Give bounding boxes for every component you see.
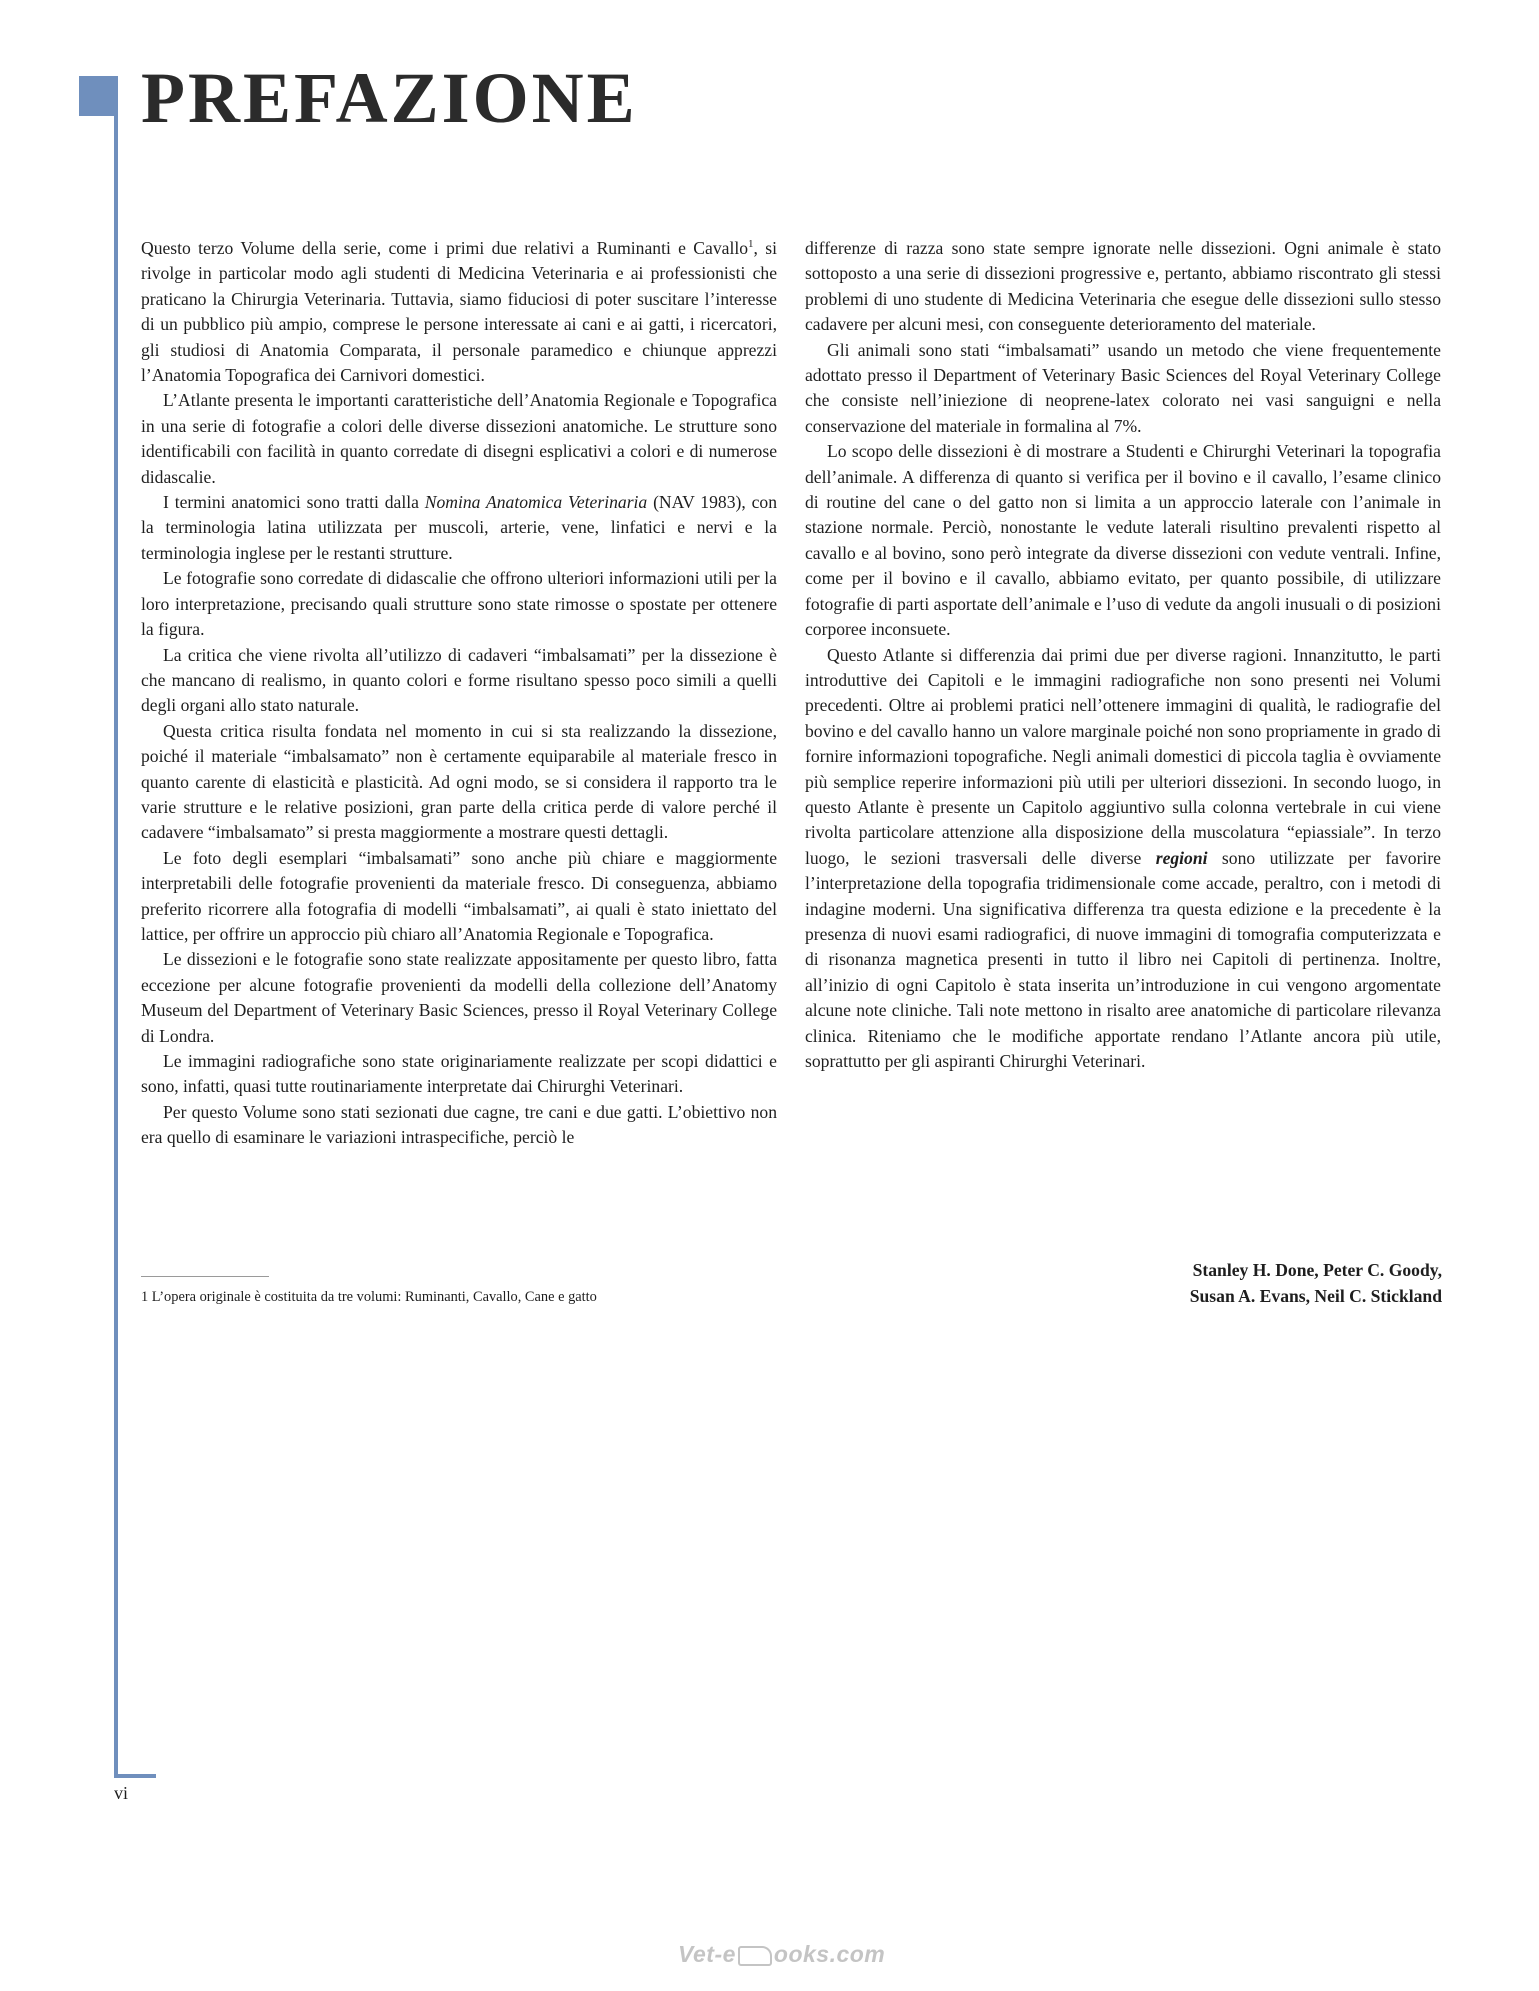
paragraph-14 <box>805 643 1441 1075</box>
footnote-reference: 1 <box>748 238 754 251</box>
nav-title-italic: Nomina Anatomica Veterinaria <box>424 492 648 513</box>
paragraph-4: Le fotografie sono corredate di didascalie che offrono ulteriori informazioni utili per la loro interpretazione, precisando quali strutture sono state rimosse o spostate per ottenere la figura. <box>141 568 777 640</box>
paragraph-3 <box>141 490 777 566</box>
paragraph-6: Questa critica risulta fondata nel momento in cui si sta realizzando la dissezione, poiché il materiale “imbalsamato” non è certamente equiparabile al materiale fresco in quanto carente di elasticità e plasticità. Ad ogni modo, se si considera il rapporto tra le varie strutture e le relative posizioni, gran parte della critica perde di valore perché il cadavere “imbalsamato” si presta maggiormente a mostrare questi dettagli. <box>141 720 777 843</box>
accent-margin-line <box>114 76 118 1778</box>
book-icon <box>738 1946 772 1966</box>
footnote: 1 L’opera originale è costituita da tre volumi: Ruminanti, Cavallo, Cane e gatto <box>141 1289 597 1305</box>
paragraph-1-text-cont: , si rivolge in particolar modo agli studenti di Medicina Veterinaria e ai professionisti che praticano la Chirurgia Veterinaria. Tuttavia, siamo fiduciosi di poter suscitare l’interesse di un pubblico più ampio, comprese le persone interessate ai cani e ai gatti, i ricercatori, gli studiosi di Anatomia Comparata, il personale paramedico e chiunque apprezzi l’Anatomia Topografica dei Carnivori domestici. <box>141 238 777 386</box>
watermark-text-1: Vet-e <box>678 1941 736 1967</box>
accent-foot-line <box>114 1774 156 1778</box>
watermark <box>678 1941 885 1968</box>
paragraph-11: differenze di razza sono state sempre ignorate nelle dissezioni. Ogni animale è stato sottoposto a una serie di dissezioni progressive e, pertanto, abbiamo riscontrato gli stessi problemi di uno studente di Medicina Veterinaria che esegue delle dissezioni sullo stesso cadavere per alcuni mesi, con conseguente deterioramento del materiale. <box>805 238 1441 335</box>
watermark-text-2: ooks <box>773 1941 830 1967</box>
paragraph-14-text: Questo Atlante si differenzia dai primi due per diverse ragioni. Innanzitutto, le parti introduttive dei Capitoli e le immagini radiografiche non sono presenti nei Volumi precedenti. Oltre ai problemi pratici nell’ottenere immagini di qualità, le radiografie del bovino e del cavallo hanno un valore marginale poiché non sono propriamente in grado di fornire informazioni topografiche. Negli animali domestici di piccola taglia è ovviamente più semplice reperire informazioni più utili per ulteriori dissezioni. In secondo luogo, in questo Atlante è presente un Capitolo aggiuntivo sulla colonna vertebrale in cui viene rivolta particolare attenzione alla disposizione della muscolatura “epiassiale”. In terzo luogo, le sezioni trasversali delle diverse <box>805 644 1441 868</box>
paragraph-1-text: Questo terzo Volume della serie, come i primi due relativi a Ruminanti e Cavallo <box>141 238 749 258</box>
right-column <box>805 236 1441 1074</box>
paragraph-9: Le immagini radiografiche sono state originariamente realizzate per scopi didattici e sono, infatti, quasi tutte routinariamente interpretate dai Chirurghi Veterinari. <box>141 1051 777 1097</box>
paragraph-1 <box>141 236 777 388</box>
paragraph-12: Gli animali sono stati “imbalsamati” usando un metodo che viene frequentemente adottato presso il Department of Veterinary Basic Sciences del Royal Veterinary College che consiste nell’iniezione di neoprene-latex colorato nei vasi sanguigni e nella conservazione del materiale in formalina al 7%. <box>805 339 1441 436</box>
paragraph-10: Per questo Volume sono stati sezionati due cagne, tre cani e due gatti. L’obiettivo non era quello di esaminare le variazioni intraspecifiche, perciò le <box>141 1101 777 1148</box>
paragraph-3-text-cont: (NAV 1983), con la terminologia latina utilizzata per muscoli, arterie, vene, linfatici e nervi e la terminologia inglese per le restanti strutture. <box>141 492 777 563</box>
accent-block <box>79 76 117 116</box>
regioni-bold-italic: regioni <box>1155 847 1208 868</box>
paragraph-5: La critica che viene rivolta all’utilizzo di cadaveri “imbalsamati” per la dissezione è che mancano di realismo, in quanto colori e forme risultano spesso poco simili a quelli degli organi allo stato naturale. <box>141 644 777 716</box>
paragraph-13: Lo scopo delle dissezioni è di mostrare a Studenti e Chirurghi Veterinari la topografia dell’animale. A differenza di quanto si verifica per il bovino e il cavallo, l’esame clinico di routine del cane o del gatto non si limita a un approccio laterale con l’animale in stazione normale. Perciò, nonostante le vedute laterali risultino prevalenti rispetto al cavallo e al bovino, sono però integrate da diverse dissezioni con vedute ventrali. Infine, come per il bovino e il cavallo, abbiamo evitato, per quanto possibile, di utilizzare fotografie di parti asportate dell’animale e l’uso di vedute da angoli inusuali o di posizioni corporee inconsuete. <box>805 441 1441 640</box>
page-title: PREFAZIONE <box>141 58 638 138</box>
paragraph-2: L’Atlante presenta le importanti caratteristiche dell’Anatomia Regionale e Topografica in una serie di fotografie a colori delle diverse dissezioni anatomiche. Le strutture sono identificabili con facilità in quanto corredate di disegni esplicativi a colori e di numerose didascalie. <box>141 390 777 487</box>
watermark-text-3: .com <box>829 1941 886 1967</box>
authors-line-1: Stanley H. Done, Peter C. Goody, <box>1192 1260 1442 1280</box>
authors-signature <box>1190 1257 1442 1309</box>
paragraph-3-text: I termini anatomici sono tratti dalla <box>163 492 425 513</box>
footnote-divider <box>141 1276 269 1277</box>
paragraph-8: Le dissezioni e le fotografie sono state realizzate appositamente per questo libro, fatta eccezione per alcune fotografie provenienti da modelli della collezione dell’Anatomy Museum del Department of Veterinary Basic Sciences, presso il Royal Veterinary College di Londra. <box>141 949 777 1046</box>
page-number: vi <box>114 1783 129 1803</box>
left-column <box>141 236 777 1151</box>
paragraph-7: Le foto degli esemplari “imbalsamati” sono anche più chiare e maggiormente interpretabili delle fotografie provenienti da materiale fresco. Di conseguenza, abbiamo preferito ricorrere alla fotografia di modelli “imbalsamati”, ai quali è stato iniettato del lattice, per offrire un approccio più chiaro all’Anatomia Regionale e Topografica. <box>141 847 777 944</box>
authors-line-2: Susan A. Evans, Neil C. Stickland <box>1189 1286 1442 1306</box>
paragraph-14-text-cont: sono utilizzate per favorire l’interpretazione della topografia tridimensionale come accade, peraltro, con i metodi di indagine moderni. Una significativa differenza tra questa edizione e la precedente è la presenza di nuovi esami radiografici, di nuove immagini di tomografia computerizzata e di risonanza magnetica presenti in tutto il libro nei Capitoli di pertinenza. Inoltre, all’inizio di ogni Capitolo è stata inserita un’introduzione in cui vengono argomentate alcune note cliniche. Tali note mettono in risalto aree anatomiche di particolare rilevanza clinica. Riteniamo che le modifiche apportate rendano l’Atlante ancora più utile, soprattutto per gli aspiranti Chirurghi Veterinari. <box>805 847 1441 1071</box>
